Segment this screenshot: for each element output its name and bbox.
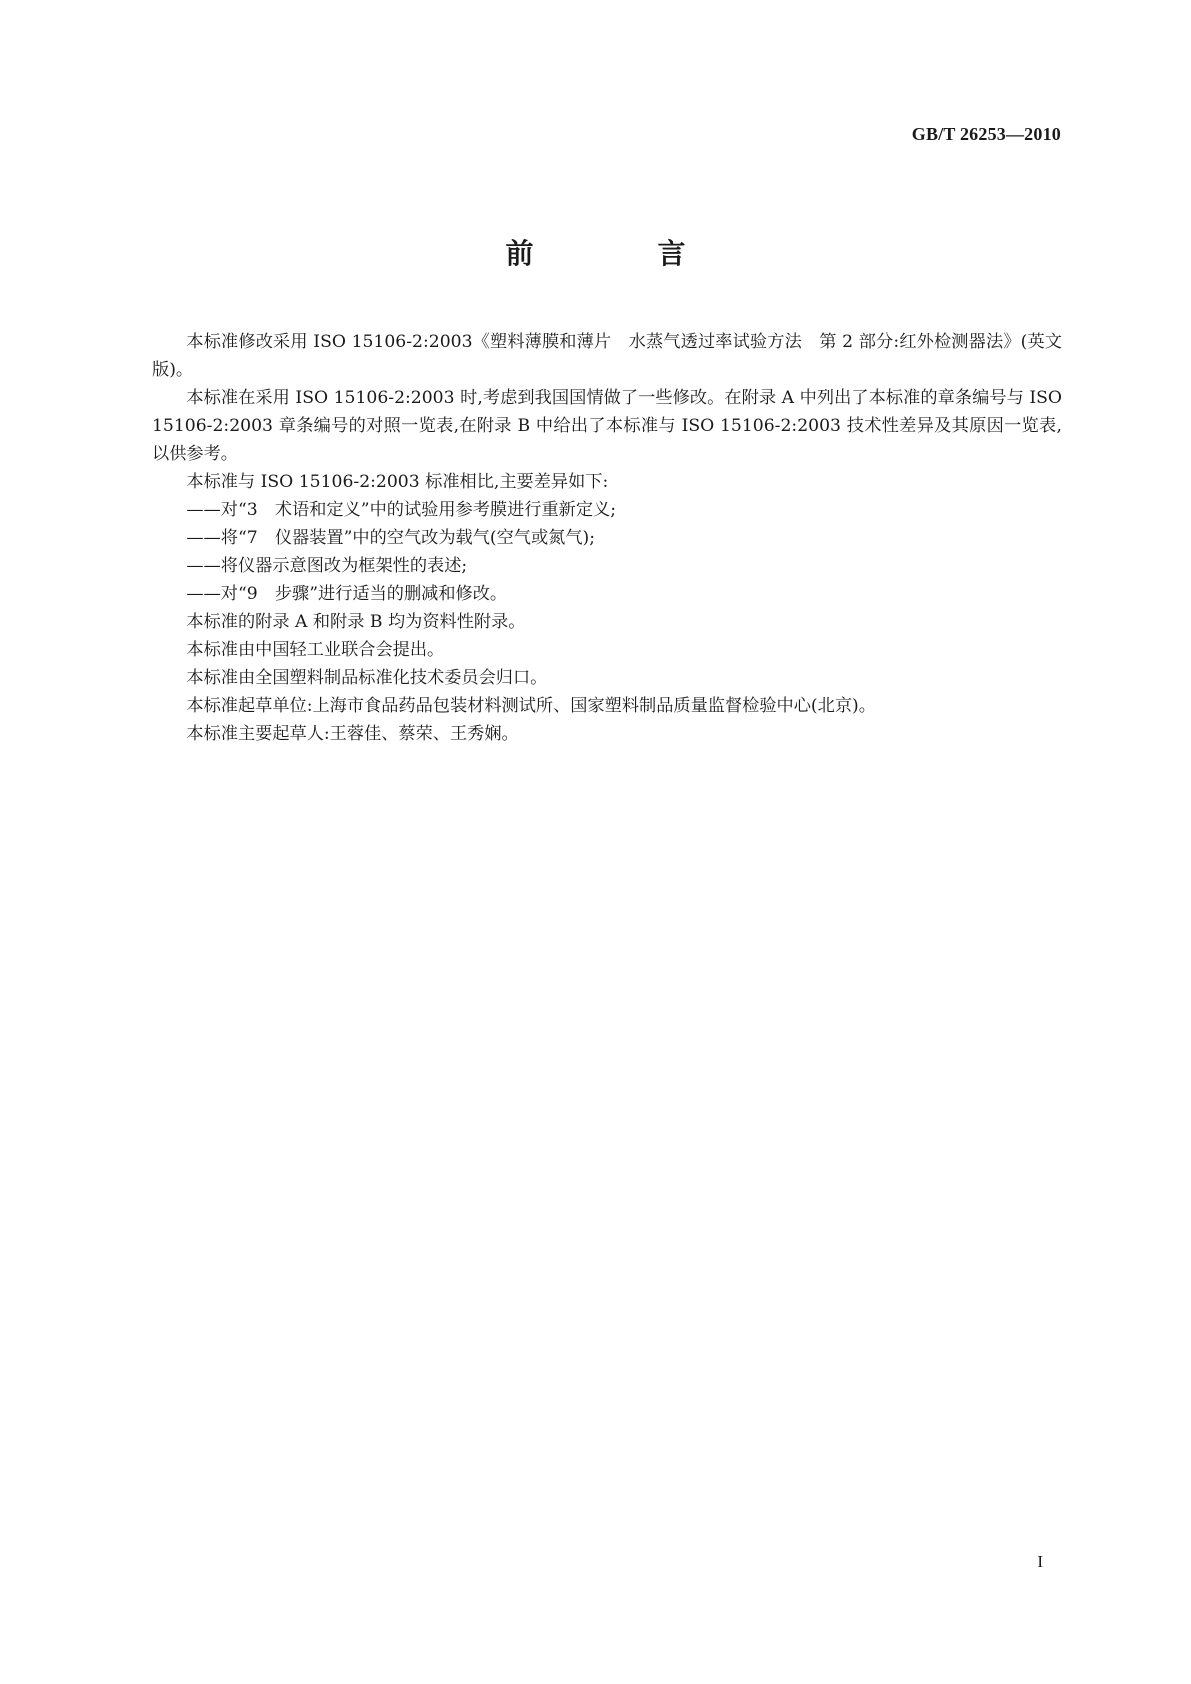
page-number: I <box>1037 1552 1043 1571</box>
foreword-body <box>152 328 1062 748</box>
difference-item-terms: ——对“3 术语和定义”中的试验用参考膜进行重新定义; <box>186 500 617 520</box>
difference-item-apparatus: ——将“7 仪器装置”中的空气改为载气(空气或氮气); <box>186 528 596 548</box>
paragraph-drafters: 本标准主要起草人:王蓉佳、蔡荣、王秀娴。 <box>186 724 519 744</box>
paragraph-adoption: 本标准修改采用 ISO 15106-2:2003《塑料薄膜和薄片 水蒸气透过率试验方法 第 2 部分:红外检测器法》(英文版)。 <box>152 332 1062 380</box>
standard-code: GB/T 26253—2010 <box>911 124 1061 144</box>
paragraph-drafting-units: 本标准起草单位:上海市食品药品包装材料测试所、国家塑料制品质量监督检验中心(北京)。 <box>186 696 876 716</box>
paragraph-committee: 本标准由全国塑料制品标准化技术委员会归口。 <box>186 668 548 688</box>
paragraph-annexes: 本标准的附录 A 和附录 B 均为资料性附录。 <box>186 612 526 632</box>
difference-item-procedure: ——对“9 步骤”进行适当的删减和修改。 <box>186 584 508 604</box>
paragraph-proposer: 本标准由中国轻工业联合会提出。 <box>186 640 445 660</box>
paragraph-modifications: 本标准在采用 ISO 15106-2:2003 时,考虑到我国国情做了一些修改。在附录 A 中列出了本标准的章条编号与 ISO 15106-2:2003 章条编号的对照一览表,在附录 B 中给出了本标准与 ISO 15106-2:2003 技术性差异及其原因一览表,以供参考。 <box>152 388 1062 464</box>
difference-item-diagram: ——将仪器示意图改为框架性的表述; <box>186 556 468 576</box>
page-title: 前 言 <box>505 237 734 270</box>
paragraph-differences-intro: 本标准与 ISO 15106-2:2003 标准相比,主要差异如下: <box>186 472 609 492</box>
